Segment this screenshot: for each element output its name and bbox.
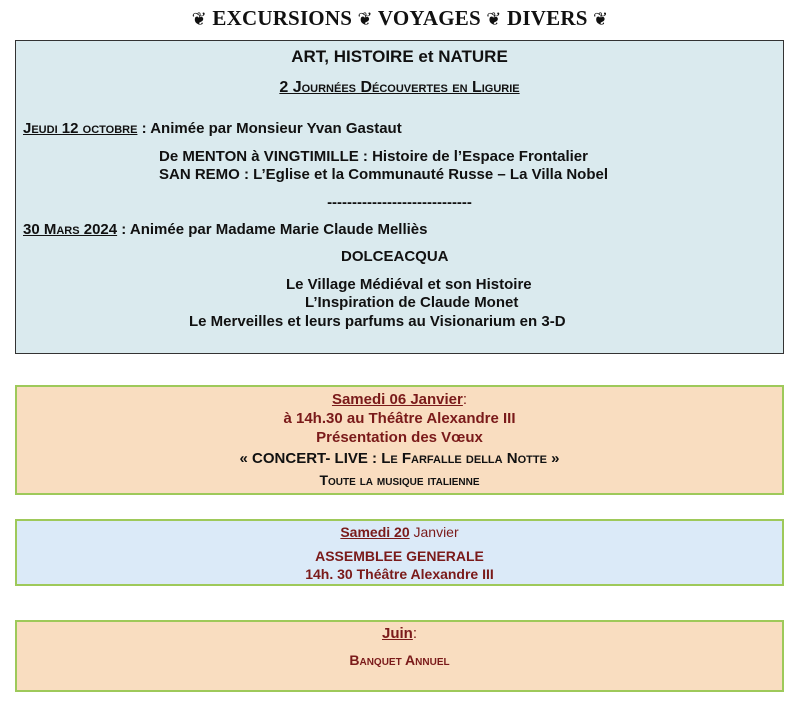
trip-subheading: 2 Journées Découvertes en Ligurie — [279, 79, 520, 96]
assembly-date — [17, 524, 782, 540]
day2-line1: Le Village Médiéval et son Histoire — [286, 276, 532, 293]
banquet-date-label: Juin — [381, 625, 413, 642]
title-divers: DIVERS — [507, 6, 588, 30]
event-time-venue: à 14h.30 au Théâtre Alexandre III — [283, 410, 516, 427]
page-title — [0, 6, 800, 31]
day2-place: DOLCEACQUA — [341, 248, 449, 265]
title-excursions: EXCURSIONS — [212, 6, 353, 30]
event-date-colon: : — [462, 391, 468, 408]
day2-line3: Le Merveilles et leurs parfums au Visionarium en 3-D — [189, 313, 566, 330]
day2-date: 30 Mars 2024 — [23, 221, 118, 238]
assembly-time-venue: 14h. 30 Théâtre Alexandre III — [305, 566, 494, 582]
banquet-date — [17, 625, 782, 642]
event-date — [17, 391, 782, 408]
trip-heading: ART, HISTOIRE et NATURE — [291, 47, 508, 66]
banquet-title: Banquet Annuel — [349, 652, 450, 668]
liguria-trip-box — [15, 40, 784, 354]
day1-date: Jeudi 12 octobre — [23, 120, 138, 137]
concert-title-suffix: » — [546, 450, 560, 467]
concert-subtitle: Toute la musique italienne — [319, 472, 480, 488]
day1-guide: : Animée par Monsieur Yvan Gastaut — [137, 120, 402, 137]
concert-title-prefix: « CONCERT- LIVE : — [239, 450, 382, 467]
day1-line2: SAN REMO : L’Eglise et la Communauté Russe – La Villa Nobel — [159, 166, 608, 183]
day1-header — [23, 120, 402, 137]
title-voyages: VOYAGES — [377, 6, 481, 30]
floral-ornament-icon: ❦ — [486, 9, 502, 29]
floral-ornament-icon: ❦ — [191, 9, 207, 29]
floral-ornament-icon: ❦ — [357, 9, 373, 29]
assembly-date-label: Samedi 20 — [340, 524, 410, 540]
concert-title-name: Le Farfalle della Notte — [381, 450, 547, 467]
assembly-event-box — [15, 519, 784, 586]
floral-ornament-icon: ❦ — [593, 9, 609, 29]
banquet-date-colon: : — [412, 625, 417, 642]
day2-header — [23, 221, 428, 238]
day2-line2: L’Inspiration de Claude Monet — [305, 294, 519, 311]
separator: ----------------------------- — [327, 194, 472, 211]
event-date-label: Samedi 06 Janvier — [331, 391, 463, 408]
banquet-event-box — [15, 620, 784, 692]
day2-guide: : Animée par Madame Marie Claude Melliès — [117, 221, 428, 238]
assembly-title: ASSEMBLEE GENERALE — [315, 548, 484, 564]
concert-title — [17, 450, 782, 467]
day1-line1: De MENTON à VINGTIMILLE : Histoire de l’Espace Frontalier — [159, 148, 588, 165]
concert-event-box — [15, 385, 784, 495]
assembly-date-month: Janvier — [409, 524, 459, 540]
event-description: Présentation des Vœux — [316, 429, 483, 446]
